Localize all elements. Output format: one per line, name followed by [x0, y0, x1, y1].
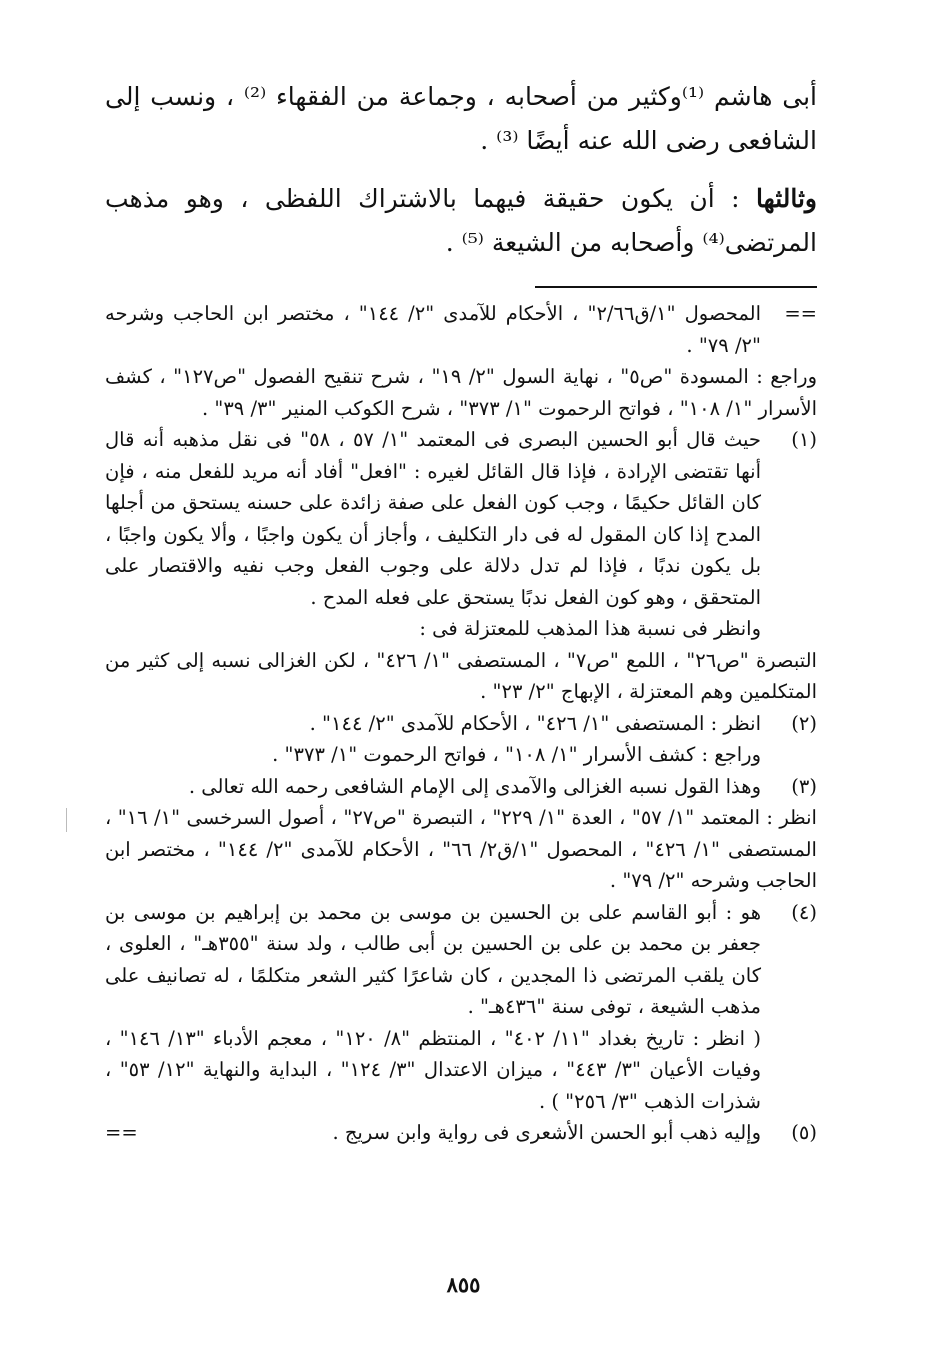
footnote-mark: (٢) — [791, 711, 817, 735]
footnote-mark: (٥) — [791, 1121, 817, 1144]
footnote-line: وإليه ذهب أبو الحسن الأشعرى فى رواية وابن سريج . — [332, 1121, 761, 1144]
continuation-mark: == — [105, 1121, 138, 1144]
footnote-1-refs: التبصرة "ص٢٦" ، اللمع "ص٧" ، المستصفى "١/ ٤٢٦" ، لكن الغزالى نسبه إلى كثير من المتكلمين وهم المعتزلة ، الإبهاج "٢/ ٢٣" . — [105, 648, 817, 703]
footnote-line: حيث قال أبو الحسين البصرى فى المعتمد "١/ ٥٧ ، ٥٨" فى نقل مذهبه أنه قال أنها تقتضى الإرادة ، فإذا قال القائل لغيره : "افعل" أفاد أنه مريد للفعل منه ، فإن كان القائل حكيمًا ، وجب كون الفعل على صفة زائدة على حسنه يستحق من أجلها المدح إذا كان المقول له فى دار التكليف ، وأجاز أن يكون واجبًا ، وألا يكون واجبًا ، بل يكون ندبًا ، فإذا لم تدل دلالة على وجوب الفعل وجب نفيه والاقتصار على المتحقق ، وهو كون الفعل ندبًا يستحق على فعله المدح . — [105, 428, 761, 609]
footnote-2 — [105, 708, 817, 771]
footnote-4 — [105, 897, 817, 1118]
paragraph-text: : أن يكون حقيقة فيهما بالاشتراك اللفظى ، وهو مذهب المرتضى⁽⁴⁾ وأصحابه من الشيعة ⁽⁵⁾ . — [105, 184, 817, 257]
footnote-line: ( انظر : تاريخ بغداد "١١/ ٤٠٢" ، المنتظم "٨/ ١٢٠" ، معجم الأدباء "١٣/ ١٤٦" ، وفيات الأعيان "٣/ ٤٤٣" ، ميزان الاعتدال "٣/ ١٢٤" ، البداية والنهاية "١٢/ ٥٣" ، شذرات الذهب "٣/ ٢٥٦" ) . — [105, 1026, 761, 1113]
footnote-line: وراجع : كشف الأسرار "١/ ١٠٨" ، فواتح الرحموت "١/ ٣٧٣" . — [272, 743, 761, 766]
paragraph-lead: وثالثها — [756, 184, 817, 213]
footnote-mark: (٣) — [791, 774, 817, 798]
footnote-1 — [105, 424, 817, 645]
footnote-mark: (١) — [791, 428, 817, 451]
footnote-line: وهذا القول نسبه الغزالى والآمدى إلى الإمام الشافعى رحمه الله تعالى . — [188, 774, 761, 798]
footnote-continued — [105, 298, 817, 361]
footnote-line: المحصول "١/ق٢/٦٦" ، الأحكام للآمدى "٢/ ١٤٤" ، مختصر ابن الحاجب وشرحه "٢/ ٧٩" . — [105, 302, 761, 357]
paragraph-text: أبى هاشم ⁽¹⁾وكثير من أصحابه ، وجماعة من الفقهاء ⁽²⁾ ، ونسب إلى الشافعى رضى الله عنه أيضًا ⁽³⁾ . — [105, 82, 817, 155]
footnote-3 — [105, 771, 817, 803]
footnote-mark: (٤) — [791, 900, 817, 924]
footnote-5 — [105, 1117, 817, 1149]
footnote-line: هو : أبو القاسم على بن الحسين بن موسى بن محمد بن إبراهيم بن موسى بن جعفر بن محمد بن على بن الحسين بن أبى طالب ، ولد سنة "٣٥٥هـ" ، العلوى ، كان يلقب المرتضى ذا المجدين ، كان شاعرًا كثير الشعر متكلمًا ، له تصانيف على مذهب الشيعة ، توفى سنة "٤٣٦هـ" . — [105, 900, 761, 1018]
scan-mark — [66, 808, 67, 832]
footnote-separator — [535, 286, 817, 288]
main-paragraph-1 — [105, 75, 817, 163]
footnotes — [105, 298, 817, 1149]
page-number: ٨٥٥ — [446, 1272, 481, 1297]
main-paragraph-2 — [105, 177, 817, 265]
footnote-line: انظر : المستصفى "١/ ٤٢٦" ، الأحكام للآمدى "٢/ ١٤٤" . — [309, 711, 761, 735]
footnote-continued-line: وراجع : المسودة "ص٥" ، نهاية السول "٢/ ١٩" ، شرح تنقيح الفصول "ص١٢٧" ، كشف الأسرار "١/ ١٠٨" ، فواتح الرحموت "١/ ٣٧٣" ، شرح الكوكب المنير "٣/ ٣٩" . — [105, 365, 817, 420]
footnote-mark: == — [784, 302, 817, 325]
main-text — [105, 75, 817, 279]
footnote-line: وانظر فى نسبة هذا المذهب للمعتزلة فى : — [419, 617, 761, 640]
footnote-3-refs: انظر : المعتمد "١/ ٥٧" ، العدة "١/ ٢٢٩" ، التبصرة "ص٢٧" ، أصول السرخسى "١/ ١٦" ، المستصفى "١/ ٤٢٦" ، المحصول "١/ق٢/ ٦٦" ، الأحكام للآمدى "٢/ ١٤٤" ، مختصر ابن الحاجب وشرحه "٢/ ٧٩" . — [105, 806, 817, 892]
